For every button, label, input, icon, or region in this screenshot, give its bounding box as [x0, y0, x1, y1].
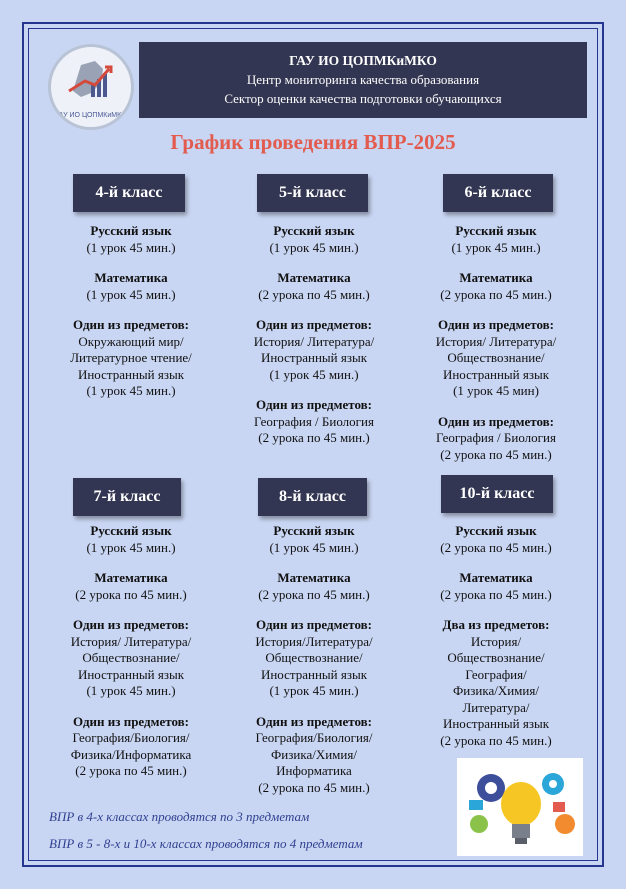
- subject-detail: (1 урок 45 мин.): [269, 239, 359, 255]
- subject-detail: (1 урок 45 мин.): [86, 286, 176, 302]
- grade-4-badge: 4-й класс: [73, 174, 185, 212]
- subject-detail: (2 урока по 45 мин.): [258, 286, 370, 302]
- logo-text: ГАУ ИО ЦОПМКиМКО: [55, 112, 127, 119]
- header-org-name: ГАУ ИО ЦОПМКиМКО: [289, 53, 437, 68]
- subject-detail: Литература/: [462, 699, 530, 715]
- grade-7-badge: 7-й класс: [73, 478, 181, 516]
- subject-detail: Иностранный язык: [260, 666, 368, 682]
- subject-heading: Русский язык: [273, 523, 355, 538]
- subject-detail: География/: [465, 666, 527, 682]
- subject-detail: (2 урока по 45 мин.): [258, 779, 370, 795]
- subject-detail: История/Литература/: [255, 633, 373, 649]
- subject-detail: (2 урока по 45 мин.): [258, 430, 370, 445]
- note-grade-4: ВПР в 4-х классах проводятся по 3 предметам: [49, 809, 310, 824]
- organization-logo: [48, 44, 134, 130]
- subject-detail: Физика/Информатика: [70, 746, 192, 762]
- grade-5-subjects: [226, 223, 402, 447]
- subject-heading: Математика: [459, 270, 533, 285]
- subject-detail: (1 урок 45 мин.): [269, 683, 359, 698]
- subject-detail: История/ Литература/: [70, 633, 192, 649]
- subject-heading: Русский язык: [455, 223, 537, 238]
- subject-detail: (1 урок 45 мин.): [451, 239, 541, 255]
- subject-heading: Один из предметов:: [438, 317, 554, 332]
- subject-heading: Математика: [94, 270, 168, 285]
- spacer: [226, 700, 402, 714]
- spacer: [408, 603, 584, 617]
- subject-heading: Математика: [94, 570, 168, 585]
- spacer: [226, 303, 402, 317]
- subject-detail: История/ Литература/: [253, 333, 375, 349]
- spacer: [43, 256, 219, 270]
- spacer: [408, 556, 584, 570]
- logo-emblem-icon: [51, 47, 131, 127]
- subject-detail: (2 урока по 45 мин.): [440, 539, 552, 555]
- spacer: [226, 256, 402, 270]
- subject-detail: Обществознание/: [447, 350, 545, 365]
- subject-detail: Физика/Химия/: [271, 746, 357, 762]
- subject-detail: (1 урок 45 мин.): [86, 683, 176, 698]
- subject-heading: Один из предметов:: [73, 713, 189, 729]
- subject-detail: Иностранный язык: [442, 716, 550, 731]
- spacer: [43, 303, 219, 317]
- subject-heading: Математика: [277, 570, 351, 585]
- grade-10-badge: 10-й класс: [441, 475, 553, 513]
- subject-detail: Обществознание/: [265, 650, 363, 665]
- grade-7-subjects: [43, 523, 219, 780]
- grade-10-subjects: [408, 523, 584, 749]
- subject-heading: Один из предметов:: [73, 617, 189, 632]
- header-sector-name: Сектор оценки качества подготовки обучающихся: [224, 91, 502, 106]
- subject-heading: Один из предметов:: [256, 713, 372, 729]
- subject-detail: (2 урока по 45 мин.): [440, 586, 552, 602]
- subject-detail: История/: [470, 633, 522, 649]
- subject-detail: (2 урока по 45 мин.): [440, 286, 552, 302]
- subject-detail: География/Биология/: [255, 730, 373, 745]
- subject-detail: География/Биология/: [72, 730, 190, 745]
- page-title: График проведения ВПР-2025: [170, 130, 456, 154]
- subject-heading: Русский язык: [273, 223, 355, 238]
- grade-8-badge: 8-й класс: [258, 478, 367, 516]
- header-center-name: Центр мониторинга качества образования: [246, 72, 480, 87]
- subject-heading: Один из предметов:: [256, 317, 372, 332]
- subject-detail: (1 урок 45 мин): [453, 383, 539, 398]
- subject-detail: (1 урок 45 мин.): [269, 539, 359, 555]
- gear-icon: [555, 814, 575, 834]
- grade-4-subjects: [43, 223, 219, 400]
- spacer: [408, 400, 584, 414]
- lightbulb-icon: [501, 782, 541, 826]
- spacer: [226, 603, 402, 617]
- subject-heading: Один из предметов:: [256, 617, 372, 632]
- subject-detail: Иностранный язык: [260, 350, 368, 365]
- subject-detail: (1 урок 45 мин.): [86, 383, 176, 398]
- spacer: [408, 256, 584, 270]
- subject-detail: Обществознание/: [447, 650, 545, 665]
- subject-heading: Математика: [459, 570, 533, 585]
- book-icon: [469, 800, 483, 810]
- subject-detail: (2 урока по 45 мин.): [440, 446, 552, 462]
- subject-detail: Обществознание/: [82, 650, 180, 665]
- subject-detail: Информатика: [276, 763, 352, 778]
- spacer: [226, 383, 402, 397]
- grade-8-subjects: [226, 523, 402, 796]
- subject-detail: (1 урок 45 мин.): [86, 239, 176, 255]
- subject-heading: Русский язык: [90, 223, 172, 238]
- subject-detail: География / Биология: [254, 413, 374, 429]
- gear-icon: [470, 815, 488, 833]
- subject-detail: Окружающий мир/: [78, 333, 184, 349]
- subject-heading: Математика: [277, 270, 351, 285]
- subject-detail: Иностранный язык: [442, 366, 550, 382]
- chart-icon: [553, 802, 565, 812]
- subject-heading: Один из предметов:: [256, 397, 372, 412]
- subject-heading: Русский язык: [455, 523, 537, 538]
- spacer: [43, 603, 219, 617]
- spacer: [43, 556, 219, 570]
- subject-detail: (1 урок 45 мин.): [86, 539, 176, 555]
- subject-heading: Два из предметов:: [442, 617, 550, 632]
- subject-detail: (2 урока по 45 мин.): [440, 732, 552, 748]
- grade-6-subjects: [408, 223, 584, 463]
- subject-detail: (2 урока по 45 мин.): [75, 586, 187, 602]
- subject-detail: Иностранный язык: [77, 666, 185, 682]
- subject-heading: Русский язык: [90, 523, 172, 538]
- subject-detail: (1 урок 45 мин.): [269, 366, 359, 382]
- subject-heading: Один из предметов:: [73, 317, 189, 332]
- header-banner: [139, 42, 587, 118]
- spacer: [408, 303, 584, 317]
- subject-detail: История/ Литература/: [435, 333, 557, 349]
- subject-detail: (2 урока по 45 мин.): [258, 586, 370, 602]
- spacer: [226, 556, 402, 570]
- subject-detail: Иностранный язык: [77, 366, 185, 382]
- note-grades-5-10: ВПР в 5 - 8-х и 10-х классах проводятся по 4 предметам: [49, 836, 363, 851]
- spacer: [43, 700, 219, 714]
- subject-detail: (2 урока по 45 мин.): [75, 763, 187, 778]
- grade-5-badge: 5-й класс: [257, 174, 368, 212]
- subject-detail: Литературное чтение/: [70, 350, 192, 365]
- education-illustration: [457, 758, 583, 856]
- subject-detail: Физика/Химия/: [453, 683, 539, 698]
- subject-heading: Один из предметов:: [438, 413, 554, 429]
- subject-detail: География / Биология: [436, 430, 556, 445]
- grade-6-badge: 6-й класс: [443, 174, 553, 212]
